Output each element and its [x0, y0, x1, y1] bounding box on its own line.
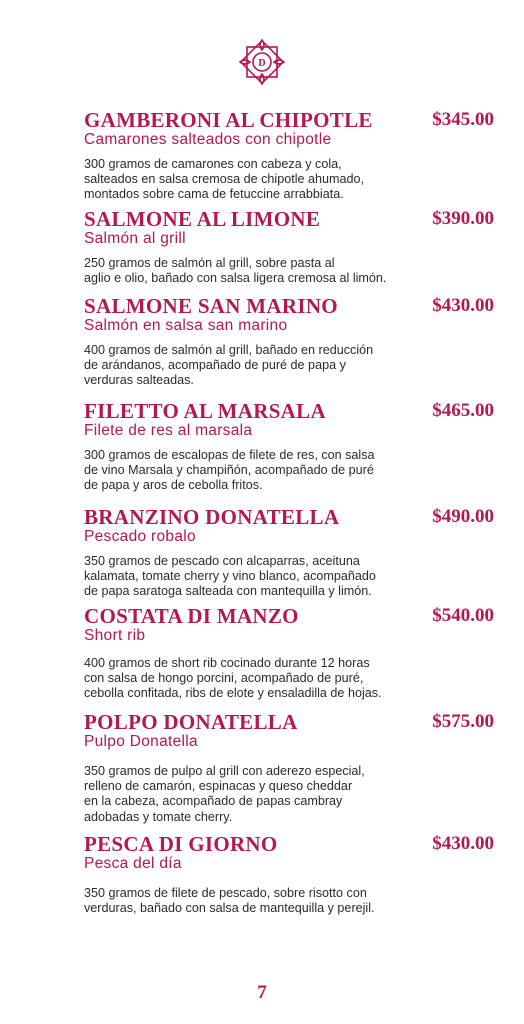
dish-subtitle: Pesca del día — [84, 855, 182, 872]
svg-text:D: D — [258, 58, 266, 69]
dish-name: SALMONE SAN MARINO — [84, 294, 338, 318]
dish-price: $390.00 — [432, 208, 494, 229]
dish-description: 250 gramos de salmón al grill, sobre pasta al aglio e olio, bañado con salsa ligera cremosa al limón. — [84, 256, 387, 286]
page-number: 7 — [257, 982, 267, 1003]
dish-name: GAMBERONI AL CHIPOTLE — [84, 108, 373, 132]
dish-description: 300 gramos de camarones con cabeza y cola, salteados en salsa cremosa de chipotle ahumado, montados sobre cama de fetuccine arrabbiata. — [84, 157, 365, 202]
dish-name: BRANZINO DONATELLA — [84, 505, 340, 529]
dish-subtitle: Pulpo Donatella — [84, 733, 198, 750]
dish-price: $490.00 — [432, 506, 494, 527]
dish-description: 400 gramos de salmón al grill, bañado en reducción de arándanos, acompañado de puré de papa y verduras salteadas. — [84, 343, 374, 388]
dish-subtitle: Pescado robalo — [84, 528, 196, 545]
dish-price: $540.00 — [432, 605, 494, 626]
dish-subtitle: Salmón en salsa san marino — [84, 317, 288, 334]
dish-name: POLPO DONATELLA — [84, 710, 298, 734]
dish-description: 400 gramos de short rib cocinado durante 12 horas con salsa de hongo porcini, acompañado de puré, cebolla confitada, ribs de elote y ensaladilla de hojas. — [84, 656, 382, 701]
dish-name: PESCA DI GIORNO — [84, 832, 278, 856]
dish-description: 300 gramos de escalopas de filete de res, con salsa de vino Marsala y champiñón, acompañado de puré de papa y aros de cebolla fritos. — [84, 448, 375, 493]
dish-subtitle: Short rib — [84, 627, 146, 644]
dish-subtitle: Camarones salteados con chipotle — [84, 131, 332, 148]
dish-description: 350 gramos de pulpo al grill con aderezo especial, relleno de camarón, espinacas y queso cheddar en la cabeza, acompañado de papas cambray adobadas y tomate cherry. — [84, 764, 365, 824]
dish-price: $345.00 — [432, 109, 494, 130]
dish-price: $575.00 — [432, 711, 494, 732]
dish-price: $430.00 — [432, 295, 494, 316]
dish-description: 350 gramos de filete de pescado, sobre risotto con verduras, bañado con salsa de mantequilla y perejil. — [84, 886, 375, 916]
dish-name: SALMONE AL LIMONE — [84, 207, 321, 231]
dish-subtitle: Filete de res al marsala — [84, 422, 253, 439]
dish-name: FILETTO AL MARSALA — [84, 399, 326, 423]
dish-description: 350 gramos de pescado con alcaparras, aceituna kalamata, tomate cherry y vino blanco, acompañado de papa saratoga salteada con mantequilla y limón. — [84, 554, 376, 599]
dish-name: COSTATA DI MANZO — [84, 604, 299, 628]
ornamental-monogram-icon — [236, 36, 288, 88]
dish-price: $430.00 — [432, 833, 494, 854]
dish-subtitle: Salmón al grill — [84, 230, 186, 247]
dish-price: $465.00 — [432, 400, 494, 421]
